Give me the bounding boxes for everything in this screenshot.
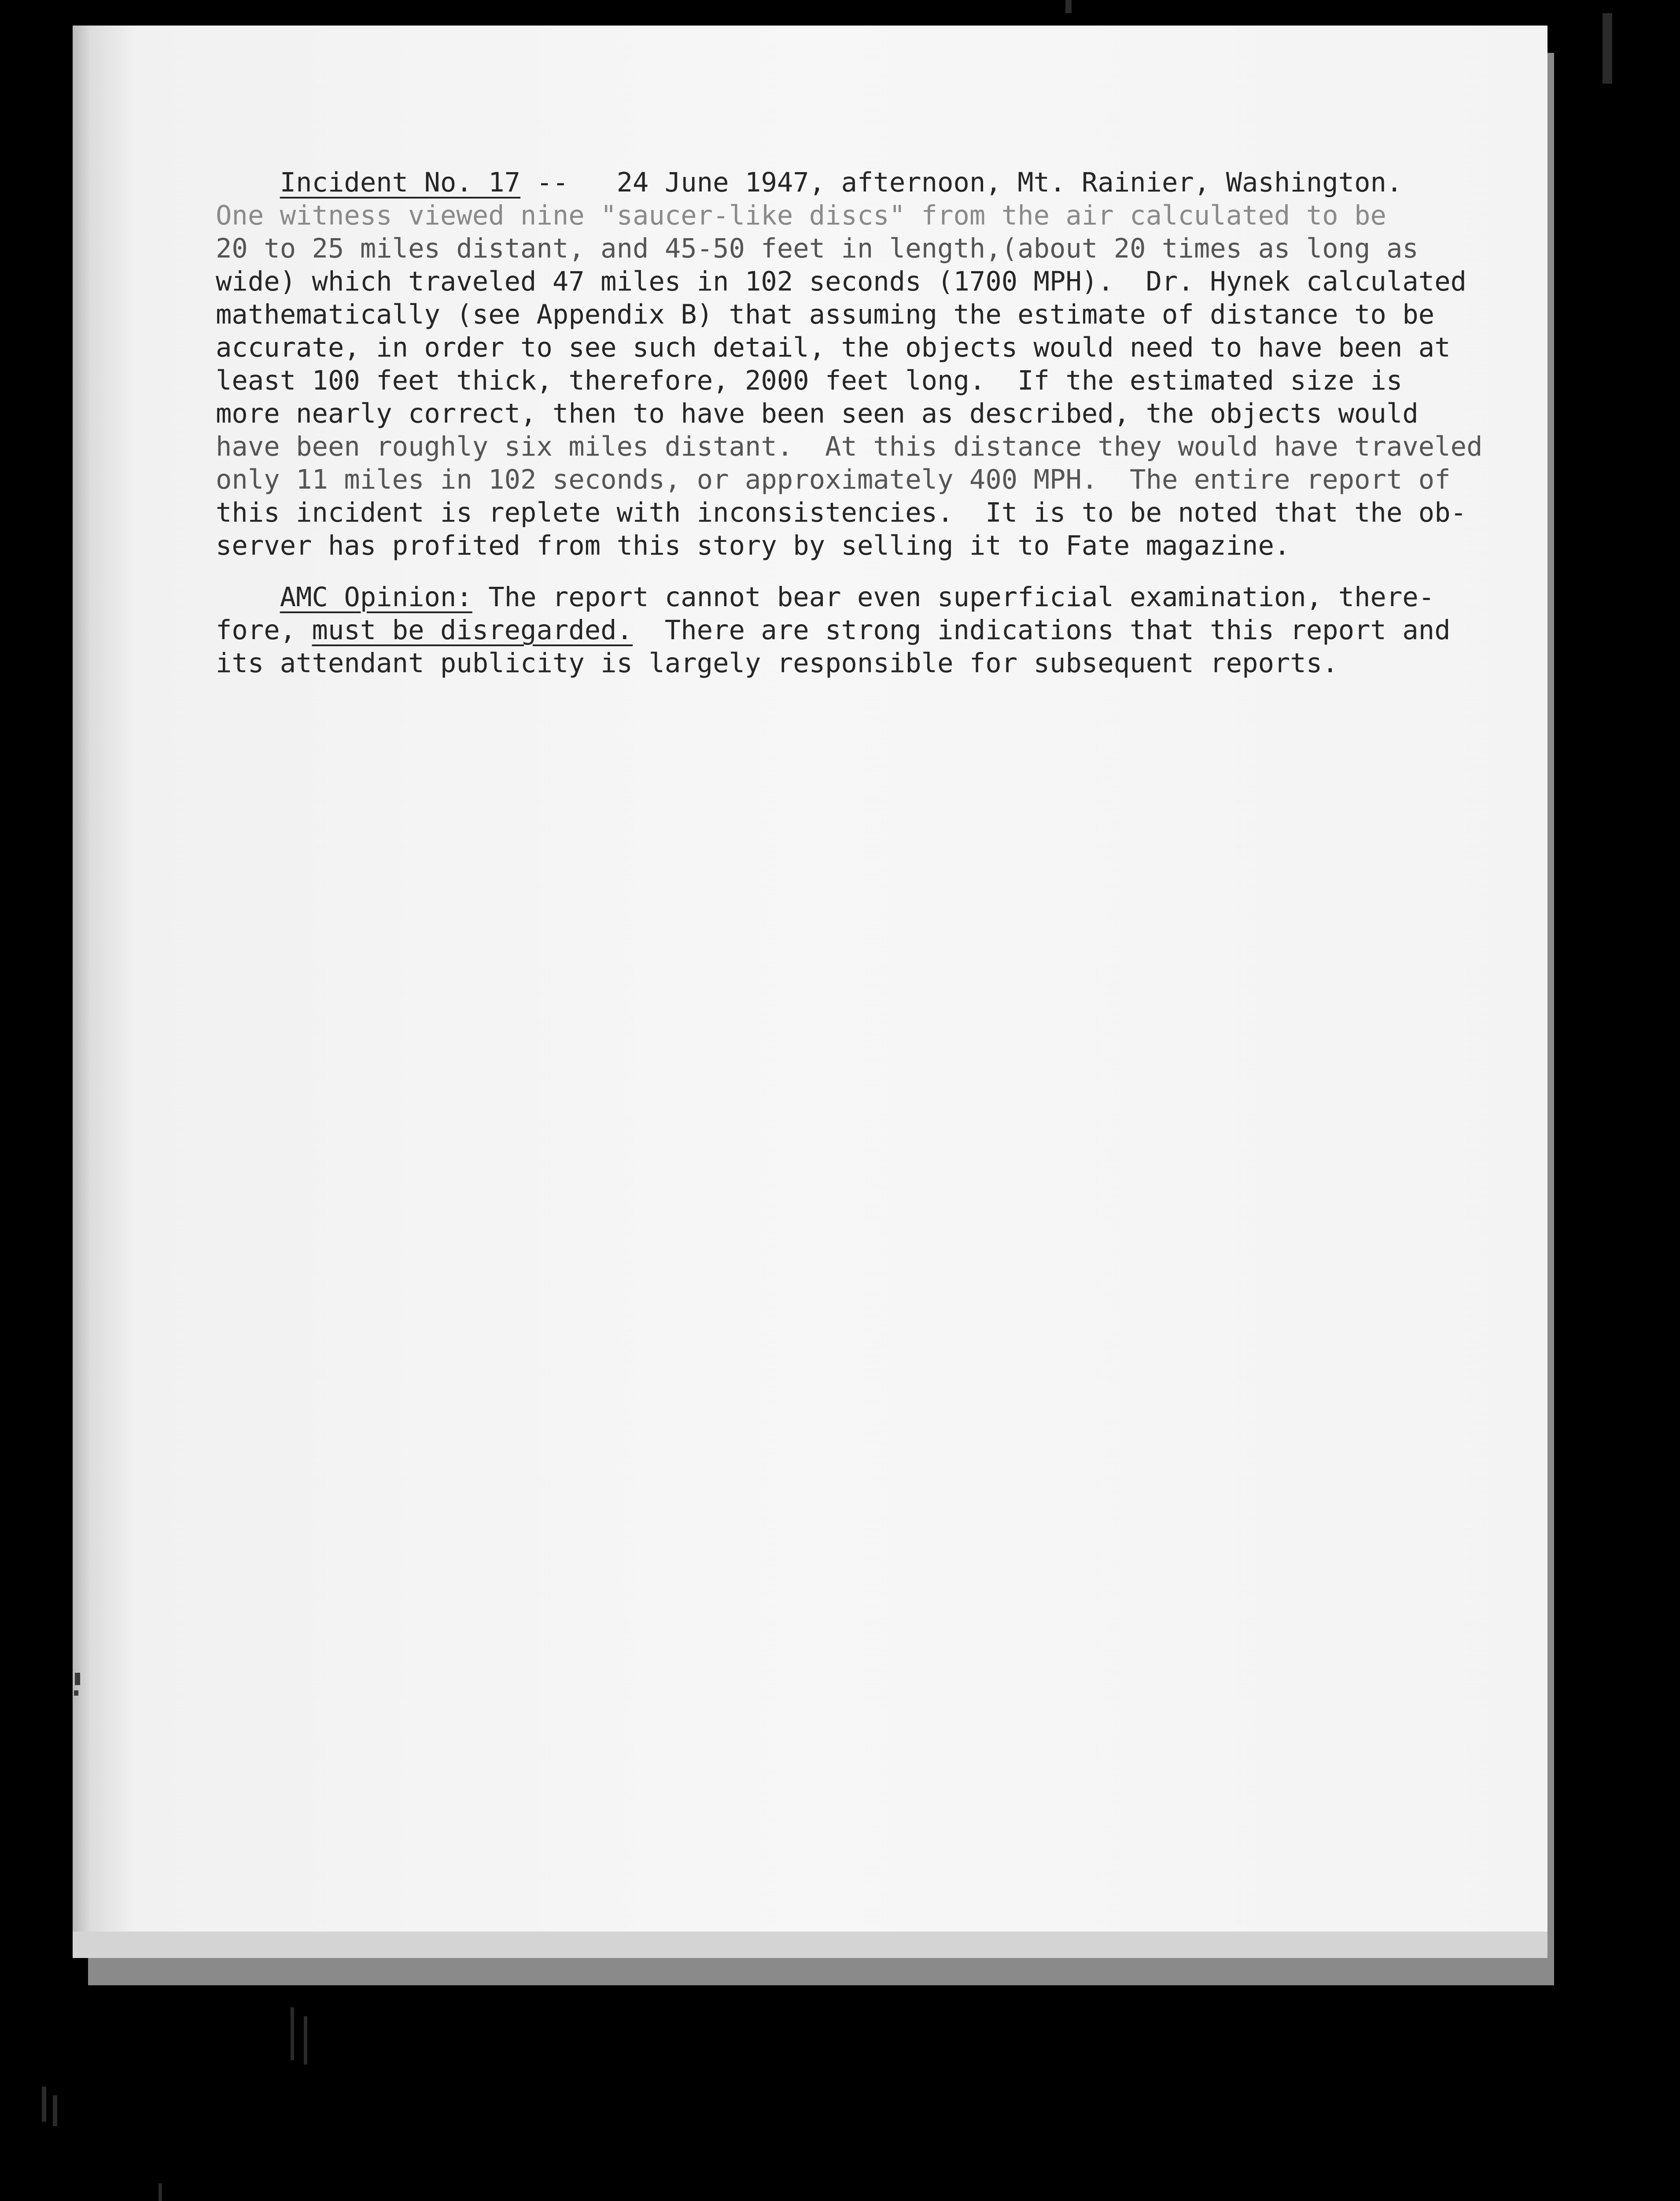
scan-speck — [74, 1690, 78, 1696]
scan-speck — [75, 1673, 80, 1685]
incident-heading-line — [216, 166, 1483, 199]
paragraph-line: only 11 miles in 102 seconds, or approximately 400 MPH. The entire report of — [216, 464, 1451, 495]
paragraph-text: The report cannot bear even superficial examination, there- — [472, 582, 1435, 613]
film-scratch — [1603, 13, 1612, 84]
paragraph-line: least 100 feet thick, therefore, 2000 feet long. If the estimated size is — [216, 365, 1403, 396]
incident-date-location: -- 24 June 1947, afternoon, Mt. Rainier, Washington. — [536, 167, 1403, 198]
paragraph-line: One witness viewed nine "saucer-like discs" from the air calculated to be — [216, 200, 1386, 231]
opinion-paragraph — [216, 581, 1451, 680]
film-scratch — [53, 2095, 57, 2126]
paragraph-line: this incident is replete with inconsistencies. It is to be noted that the ob- — [216, 497, 1467, 528]
underlined-phrase: must be disregarded. — [312, 615, 633, 646]
incident-paragraph — [216, 166, 1483, 563]
paragraph-text: fore, — [216, 615, 312, 646]
incident-heading: Incident No. 17 — [280, 167, 521, 198]
opinion-heading: AMC Opinion: — [280, 582, 472, 613]
paper-bottom-edge — [73, 1932, 1547, 1958]
paragraph-line: more nearly correct, then to have been seen as described, the objects would — [216, 398, 1418, 429]
paragraph-line: its attendant publicity is largely responsible for subsequent reports. — [216, 648, 1338, 679]
paragraph-line: wide) which traveled 47 miles in 102 seconds (1700 MPH). Dr. Hynek calculated — [216, 266, 1467, 297]
film-scratch — [1065, 0, 1072, 13]
paragraph-line: have been roughly six miles distant. At this distance they would have traveled — [216, 431, 1483, 462]
paragraph-line — [216, 614, 1451, 647]
paragraph-line: server has profited from this story by selling it to Fate magazine. — [216, 530, 1290, 561]
paragraph-line: 20 to 25 miles distant, and 45-50 feet in length,(about 20 times as long as — [216, 233, 1418, 264]
film-scratch — [42, 2087, 46, 2122]
paragraph-text: There are strong indications that this report and — [633, 615, 1451, 646]
film-scratch — [291, 2007, 294, 2060]
opinion-heading-line — [216, 581, 1451, 614]
film-scratch — [304, 2016, 307, 2065]
paragraph-line: mathematically (see Appendix B) that assuming the estimate of distance to be — [216, 299, 1435, 330]
paragraph-line: accurate, in order to see such detail, the objects would need to have been at — [216, 332, 1451, 363]
film-scratch — [158, 2183, 162, 2201]
document-page — [73, 26, 1547, 1932]
